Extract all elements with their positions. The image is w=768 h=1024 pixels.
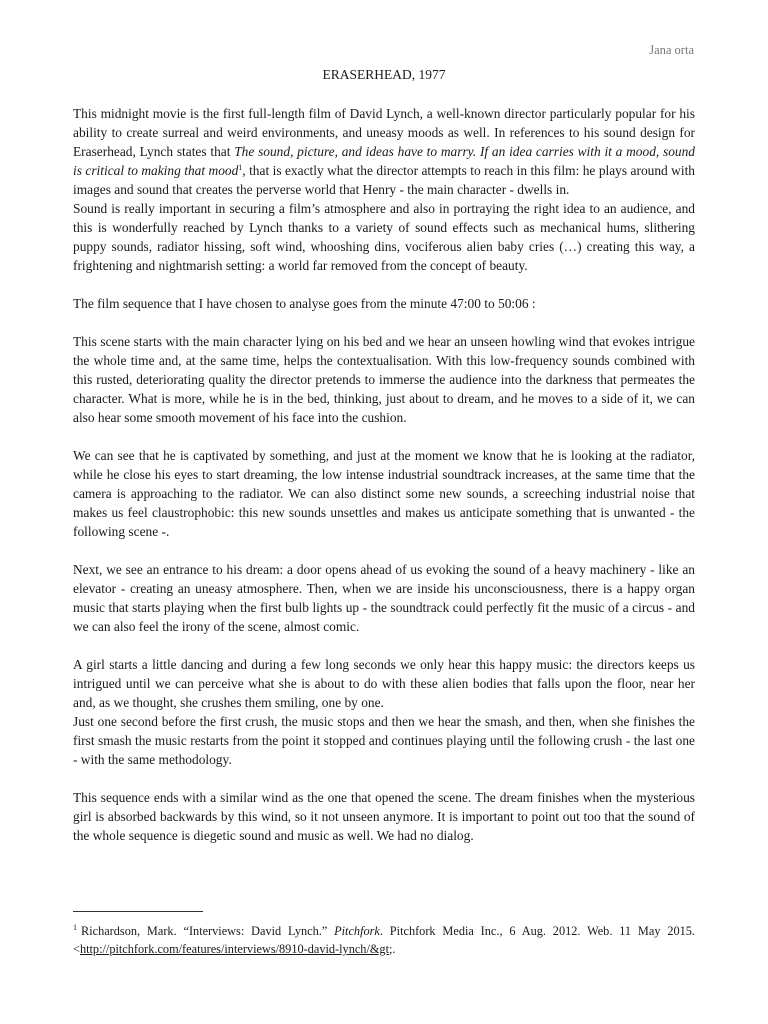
footnote: [73, 922, 695, 958]
footnote-text: . Pitchfork Media Inc., 6 Aug. 2012. Web. 11 May 2015. <: [73, 924, 695, 956]
page-title: ERASERHEAD, 1977: [322, 67, 446, 82]
paragraph-radiator: We can see that he is captivated by something, and just at the moment we know that he is looking at the radiator, while he close his eyes to start dreaming, the low intense industrial soundtrack increases, at the same time that the camera is approaching to the radiator. We can also distinct some new sounds, a screeching industrial noise that makes us feel claustrophobic: this new sounds unsettles and makes us anticipate something that is unwanted - the following scene -.: [73, 448, 695, 539]
paragraph-crush: Just one second before the first crush, the music stops and then we hear the smash, and then, when she finishes the first smash the music restarts from the point it stopped and continues playing until the following crush - the last one - with the same methodology.: [73, 714, 695, 767]
paragraph-ending: This sequence ends with a similar wind as the one that opened the scene. The dream finishes when the mysterious girl is absorbed backwards by this wind, so it not unseen anymore. It is important to point out too that the sound of the whole sequence is diegetic sound and music as well. We had no dialog.: [73, 790, 695, 843]
footnote-source: Pitchfork: [334, 924, 380, 938]
paragraph-text: This midnight movie is the first full-length film of David Lynch, a well-known director particularly popular for his ability to create surreal and weird environments, and uneasy moods as well. In references to his sound design for Eraserhead, Lynch states that: [73, 106, 695, 159]
paragraph-sequence: The film sequence that I have chosen to analyse goes from the minute 47:00 to 50:06 :: [73, 296, 536, 311]
footnote-divider: [73, 911, 203, 912]
paragraph-girl-dancing: A girl starts a little dancing and during a few long seconds we only hear this happy music: the directors keeps us intrigued until we can perceive what she is about to do with these alien bodies that falls upon the floor, near her and, as we thought, she crushes them smiling, one by one.: [73, 657, 695, 710]
paragraph-intro: [73, 104, 695, 199]
footnote-reference[interactable]: 1: [238, 163, 243, 172]
lynch-quote: The sound, picture, and ideas have to marry. If an idea carries with it a mood, sound is critical to making that mood: [73, 144, 696, 178]
footnote-text: Richardson, Mark. “Interviews: David Lynch.”: [81, 924, 335, 938]
footnote-text: ;.: [389, 942, 396, 956]
footnote-number: 1: [73, 923, 77, 932]
footnote-link[interactable]: http://pitchfork.com/features/interviews/8910-david-lynch/&gt: [79, 942, 389, 956]
document-body: [73, 104, 695, 845]
paragraph-sound: Sound is really important in securing a film’s atmosphere and also in portraying the right idea to an audience, and this is wonderfully reached by Lynch thanks to a variety of sound effects such as mechanical hums, slithering puppy sounds, radiator hissing, soft wind, whooshing dins, vociferous alien baby cries (…) creating this way, a frightening and nightmarish setting: a world far removed from the concept of beauty.: [73, 201, 695, 273]
paragraph-dream-entrance: Next, we see an entrance to his dream: a door opens ahead of us evoking the sound of a heavy machinery - like an elevator - creating an uneasy atmosphere. Then, when we are inside his unconsciousness, there is a happy organ music that starts playing when the first bulb lights up - the soundtrack could perfectly fit the music of a circus - and we can also feel the irony of the scene, almost comic.: [73, 562, 695, 634]
author-header: Jana orta: [649, 43, 694, 57]
paragraph-text: , that is exactly what the director attempts to reach in this film: he plays around with images and sound that creates the perverse world that Henry - the main character - dwells in.: [73, 163, 695, 197]
paragraph-scene-start: This scene starts with the main character lying on his bed and we hear an unseen howling wind that evokes intrigue the whole time and, at the same time, helps the contextualisation. With this low-frequency sounds combined with this rusted, deteriorating quality the director pretends to immerse the audience into the darkness that permeates the character. What is more, while he is in the bed, thinking, just about to dream, and he moves to a side of it, we can also hear some smooth movement of his face into the cushion.: [73, 334, 695, 425]
